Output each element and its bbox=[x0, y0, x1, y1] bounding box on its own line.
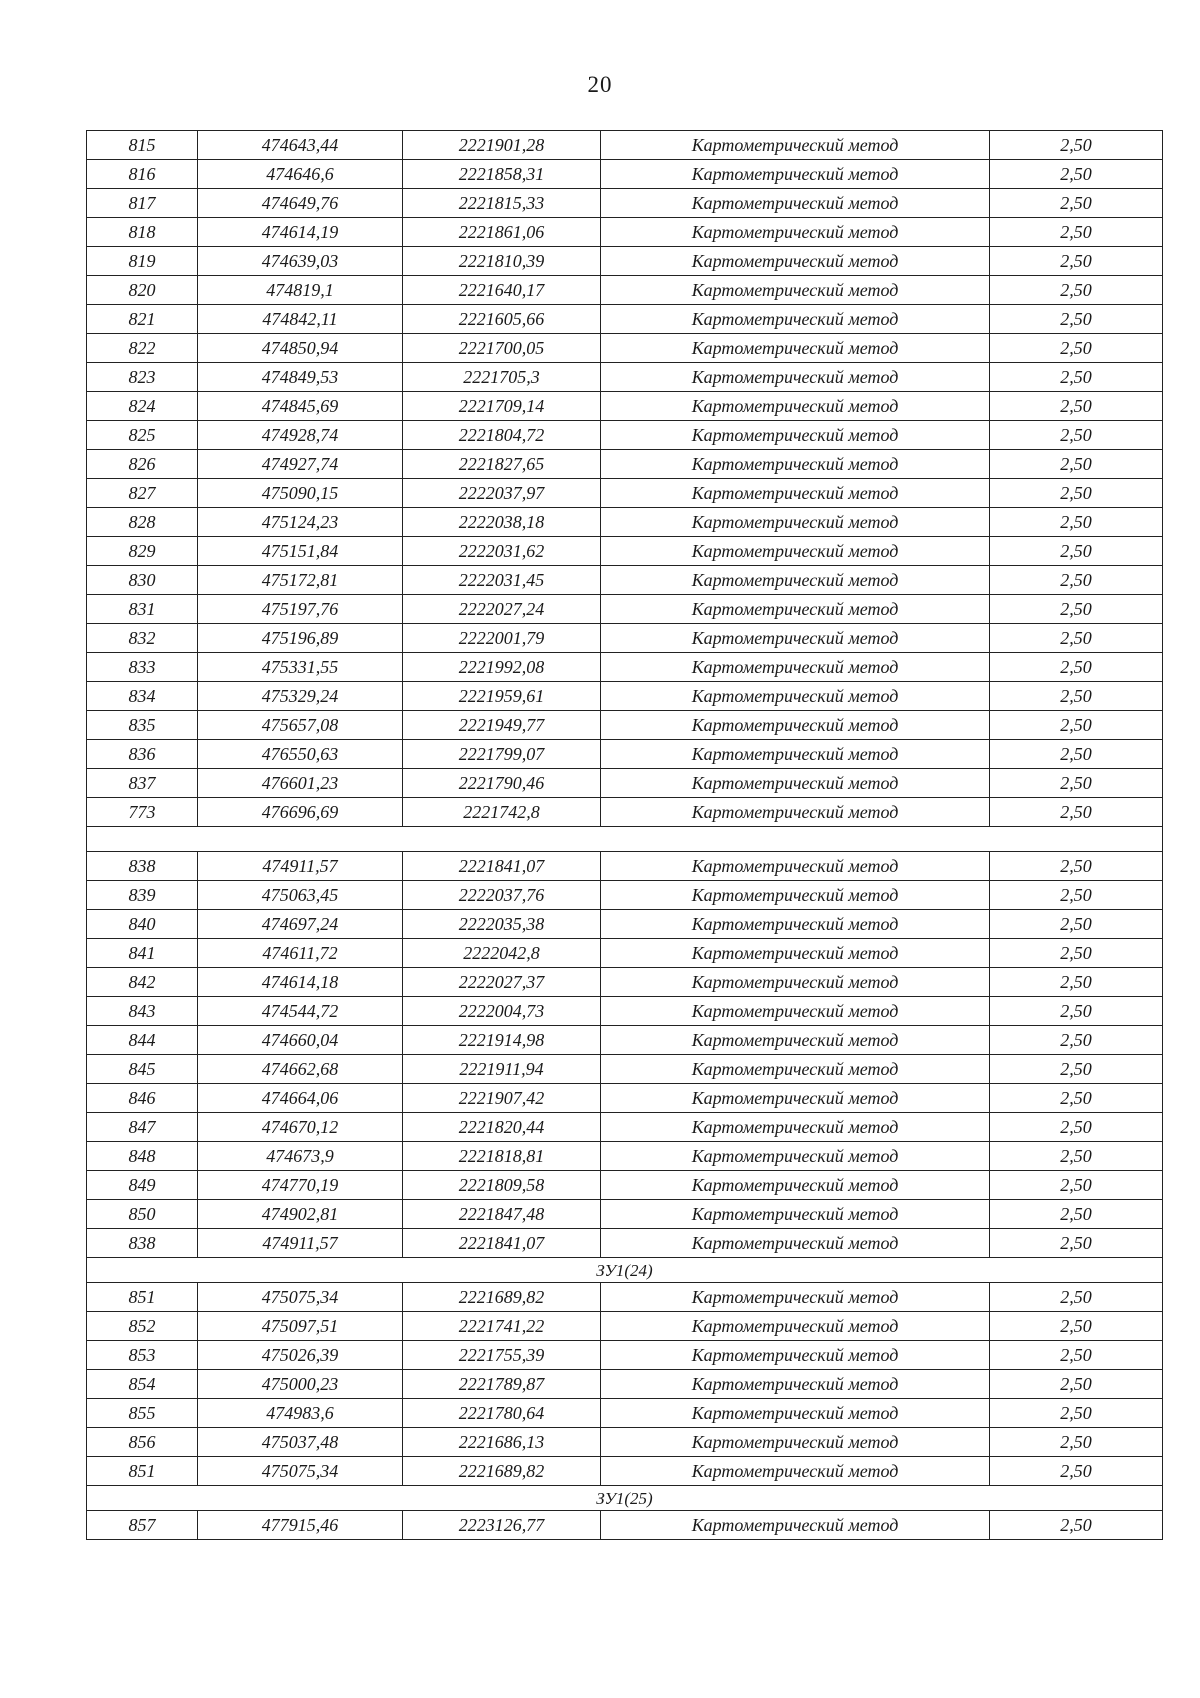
x-coordinate-cell: 475037,48 bbox=[198, 1428, 403, 1457]
accuracy-cell: 2,50 bbox=[990, 1511, 1163, 1540]
table-row bbox=[87, 682, 1163, 711]
table-row bbox=[87, 276, 1163, 305]
method-cell: Картометрический метод bbox=[601, 334, 990, 363]
table-row bbox=[87, 1171, 1163, 1200]
table-row bbox=[87, 1055, 1163, 1084]
method-cell: Картометрический метод bbox=[601, 1457, 990, 1486]
accuracy-cell: 2,50 bbox=[990, 1399, 1163, 1428]
y-coordinate-cell: 2221841,07 bbox=[403, 1229, 601, 1258]
accuracy-cell: 2,50 bbox=[990, 508, 1163, 537]
x-coordinate-cell: 476696,69 bbox=[198, 798, 403, 827]
table-row bbox=[87, 769, 1163, 798]
accuracy-cell: 2,50 bbox=[990, 1084, 1163, 1113]
y-coordinate-cell: 2222027,37 bbox=[403, 968, 601, 997]
y-coordinate-cell: 2221742,8 bbox=[403, 798, 601, 827]
x-coordinate-cell: 474911,57 bbox=[198, 852, 403, 881]
point-number-cell: 852 bbox=[87, 1312, 198, 1341]
accuracy-cell: 2,50 bbox=[990, 1026, 1163, 1055]
x-coordinate-cell: 475026,39 bbox=[198, 1341, 403, 1370]
table-row bbox=[87, 1399, 1163, 1428]
x-coordinate-cell: 474660,04 bbox=[198, 1026, 403, 1055]
method-cell: Картометрический метод bbox=[601, 537, 990, 566]
method-cell: Картометрический метод bbox=[601, 1113, 990, 1142]
x-coordinate-cell: 475197,76 bbox=[198, 595, 403, 624]
method-cell: Картометрический метод bbox=[601, 1511, 990, 1540]
y-coordinate-cell: 2221799,07 bbox=[403, 740, 601, 769]
point-number-cell: 833 bbox=[87, 653, 198, 682]
method-cell: Картометрический метод bbox=[601, 740, 990, 769]
table-row bbox=[87, 1511, 1163, 1540]
x-coordinate-cell: 476550,63 bbox=[198, 740, 403, 769]
x-coordinate-cell: 477915,46 bbox=[198, 1511, 403, 1540]
table-row bbox=[87, 218, 1163, 247]
method-cell: Картометрический метод bbox=[601, 392, 990, 421]
point-number-cell: 838 bbox=[87, 852, 198, 881]
accuracy-cell: 2,50 bbox=[990, 1283, 1163, 1312]
x-coordinate-cell: 474643,44 bbox=[198, 131, 403, 160]
table-row bbox=[87, 421, 1163, 450]
table-row bbox=[87, 653, 1163, 682]
y-coordinate-cell: 2221841,07 bbox=[403, 852, 601, 881]
point-number-cell: 840 bbox=[87, 910, 198, 939]
accuracy-cell: 2,50 bbox=[990, 392, 1163, 421]
table-row bbox=[87, 997, 1163, 1026]
accuracy-cell: 2,50 bbox=[990, 160, 1163, 189]
point-number-cell: 822 bbox=[87, 334, 198, 363]
y-coordinate-cell: 2221911,94 bbox=[403, 1055, 601, 1084]
point-number-cell: 834 bbox=[87, 682, 198, 711]
point-number-cell: 847 bbox=[87, 1113, 198, 1142]
table-row bbox=[87, 1312, 1163, 1341]
page-number: 20 bbox=[587, 72, 613, 97]
method-cell: Картометрический метод bbox=[601, 653, 990, 682]
x-coordinate-cell: 474544,72 bbox=[198, 997, 403, 1026]
table-row bbox=[87, 392, 1163, 421]
point-number-cell: 835 bbox=[87, 711, 198, 740]
point-number-cell: 838 bbox=[87, 1229, 198, 1258]
table-row bbox=[87, 939, 1163, 968]
x-coordinate-cell: 474662,68 bbox=[198, 1055, 403, 1084]
method-cell: Картометрический метод bbox=[601, 1283, 990, 1312]
y-coordinate-cell: 2221861,06 bbox=[403, 218, 601, 247]
x-coordinate-cell: 474664,06 bbox=[198, 1084, 403, 1113]
x-coordinate-cell: 475097,51 bbox=[198, 1312, 403, 1341]
accuracy-cell: 2,50 bbox=[990, 1171, 1163, 1200]
section-heading bbox=[87, 827, 1163, 852]
method-cell: Картометрический метод bbox=[601, 1142, 990, 1171]
point-number-cell: 825 bbox=[87, 421, 198, 450]
y-coordinate-cell: 2221700,05 bbox=[403, 334, 601, 363]
table-row bbox=[87, 479, 1163, 508]
x-coordinate-cell: 475196,89 bbox=[198, 624, 403, 653]
table-row bbox=[87, 334, 1163, 363]
accuracy-cell: 2,50 bbox=[990, 1312, 1163, 1341]
x-coordinate-cell: 475075,34 bbox=[198, 1457, 403, 1486]
point-number-cell: 839 bbox=[87, 881, 198, 910]
x-coordinate-cell: 475172,81 bbox=[198, 566, 403, 595]
accuracy-cell: 2,50 bbox=[990, 218, 1163, 247]
x-coordinate-cell: 474842,11 bbox=[198, 305, 403, 334]
y-coordinate-cell: 2221818,81 bbox=[403, 1142, 601, 1171]
method-cell: Картометрический метод bbox=[601, 711, 990, 740]
method-cell: Картометрический метод bbox=[601, 997, 990, 1026]
point-number-cell: 824 bbox=[87, 392, 198, 421]
point-number-cell: 851 bbox=[87, 1283, 198, 1312]
y-coordinate-cell: 2221689,82 bbox=[403, 1283, 601, 1312]
table-row bbox=[87, 1142, 1163, 1171]
method-cell: Картометрический метод bbox=[601, 595, 990, 624]
y-coordinate-cell: 2221789,87 bbox=[403, 1370, 601, 1399]
accuracy-cell: 2,50 bbox=[990, 769, 1163, 798]
x-coordinate-cell: 474670,12 bbox=[198, 1113, 403, 1142]
accuracy-cell: 2,50 bbox=[990, 450, 1163, 479]
table-row bbox=[87, 1200, 1163, 1229]
x-coordinate-cell: 474649,76 bbox=[198, 189, 403, 218]
x-coordinate-cell: 475151,84 bbox=[198, 537, 403, 566]
point-number-cell: 854 bbox=[87, 1370, 198, 1399]
method-cell: Картометрический метод bbox=[601, 1200, 990, 1229]
method-cell: Картометрический метод bbox=[601, 479, 990, 508]
table-row bbox=[87, 740, 1163, 769]
x-coordinate-cell: 474646,6 bbox=[198, 160, 403, 189]
point-number-cell: 816 bbox=[87, 160, 198, 189]
method-cell: Картометрический метод bbox=[601, 798, 990, 827]
x-coordinate-cell: 474639,03 bbox=[198, 247, 403, 276]
table-row bbox=[87, 798, 1163, 827]
table-row bbox=[87, 1283, 1163, 1312]
method-cell: Картометрический метод bbox=[601, 189, 990, 218]
y-coordinate-cell: 2223126,77 bbox=[403, 1511, 601, 1540]
point-number-cell: 823 bbox=[87, 363, 198, 392]
point-number-cell: 829 bbox=[87, 537, 198, 566]
accuracy-cell: 2,50 bbox=[990, 852, 1163, 881]
point-number-cell: 831 bbox=[87, 595, 198, 624]
accuracy-cell: 2,50 bbox=[990, 1229, 1163, 1258]
table-row bbox=[87, 1457, 1163, 1486]
point-number-cell: 826 bbox=[87, 450, 198, 479]
y-coordinate-cell: 2221847,48 bbox=[403, 1200, 601, 1229]
y-coordinate-cell: 2222042,8 bbox=[403, 939, 601, 968]
point-number-cell: 844 bbox=[87, 1026, 198, 1055]
accuracy-cell: 2,50 bbox=[990, 711, 1163, 740]
x-coordinate-cell: 475090,15 bbox=[198, 479, 403, 508]
table-row bbox=[87, 711, 1163, 740]
point-number-cell: 851 bbox=[87, 1457, 198, 1486]
y-coordinate-cell: 2221741,22 bbox=[403, 1312, 601, 1341]
section-separator-row bbox=[87, 1486, 1163, 1511]
table-row bbox=[87, 595, 1163, 624]
table-row bbox=[87, 508, 1163, 537]
table-row bbox=[87, 968, 1163, 997]
table-row bbox=[87, 363, 1163, 392]
y-coordinate-cell: 2221992,08 bbox=[403, 653, 601, 682]
point-number-cell: 853 bbox=[87, 1341, 198, 1370]
x-coordinate-cell: 475657,08 bbox=[198, 711, 403, 740]
method-cell: Картометрический метод bbox=[601, 131, 990, 160]
point-number-cell: 830 bbox=[87, 566, 198, 595]
x-coordinate-cell: 474849,53 bbox=[198, 363, 403, 392]
point-number-cell: 845 bbox=[87, 1055, 198, 1084]
table-row bbox=[87, 450, 1163, 479]
table-row bbox=[87, 1113, 1163, 1142]
y-coordinate-cell: 2221959,61 bbox=[403, 682, 601, 711]
point-number-cell: 815 bbox=[87, 131, 198, 160]
point-number-cell: 820 bbox=[87, 276, 198, 305]
y-coordinate-cell: 2221790,46 bbox=[403, 769, 601, 798]
x-coordinate-cell: 474850,94 bbox=[198, 334, 403, 363]
method-cell: Картометрический метод bbox=[601, 160, 990, 189]
y-coordinate-cell: 2221901,28 bbox=[403, 131, 601, 160]
y-coordinate-cell: 2222031,62 bbox=[403, 537, 601, 566]
method-cell: Картометрический метод bbox=[601, 769, 990, 798]
x-coordinate-cell: 475075,34 bbox=[198, 1283, 403, 1312]
y-coordinate-cell: 2221686,13 bbox=[403, 1428, 601, 1457]
method-cell: Картометрический метод bbox=[601, 247, 990, 276]
method-cell: Картометрический метод bbox=[601, 1229, 990, 1258]
table-row bbox=[87, 852, 1163, 881]
method-cell: Картометрический метод bbox=[601, 1312, 990, 1341]
point-number-cell: 817 bbox=[87, 189, 198, 218]
point-number-cell: 821 bbox=[87, 305, 198, 334]
method-cell: Картометрический метод bbox=[601, 1399, 990, 1428]
method-cell: Картометрический метод bbox=[601, 1171, 990, 1200]
y-coordinate-cell: 2221804,72 bbox=[403, 421, 601, 450]
table-row bbox=[87, 247, 1163, 276]
point-number-cell: 773 bbox=[87, 798, 198, 827]
method-cell: Картометрический метод bbox=[601, 1055, 990, 1084]
method-cell: Картометрический метод bbox=[601, 305, 990, 334]
method-cell: Картометрический метод bbox=[601, 421, 990, 450]
x-coordinate-cell: 474983,6 bbox=[198, 1399, 403, 1428]
x-coordinate-cell: 475000,23 bbox=[198, 1370, 403, 1399]
method-cell: Картометрический метод bbox=[601, 852, 990, 881]
y-coordinate-cell: 2221858,31 bbox=[403, 160, 601, 189]
y-coordinate-cell: 2221810,39 bbox=[403, 247, 601, 276]
y-coordinate-cell: 2221689,82 bbox=[403, 1457, 601, 1486]
x-coordinate-cell: 474673,9 bbox=[198, 1142, 403, 1171]
y-coordinate-cell: 2221709,14 bbox=[403, 392, 601, 421]
y-coordinate-cell: 2221820,44 bbox=[403, 1113, 601, 1142]
y-coordinate-cell: 2221827,65 bbox=[403, 450, 601, 479]
method-cell: Картометрический метод bbox=[601, 1084, 990, 1113]
table-row bbox=[87, 1428, 1163, 1457]
accuracy-cell: 2,50 bbox=[990, 1142, 1163, 1171]
coordinates-table bbox=[86, 130, 1163, 1540]
point-number-cell: 850 bbox=[87, 1200, 198, 1229]
accuracy-cell: 2,50 bbox=[990, 363, 1163, 392]
accuracy-cell: 2,50 bbox=[990, 881, 1163, 910]
point-number-cell: 841 bbox=[87, 939, 198, 968]
method-cell: Картометрический метод bbox=[601, 508, 990, 537]
method-cell: Картометрический метод bbox=[601, 624, 990, 653]
x-coordinate-cell: 475329,24 bbox=[198, 682, 403, 711]
accuracy-cell: 2,50 bbox=[990, 939, 1163, 968]
x-coordinate-cell: 474770,19 bbox=[198, 1171, 403, 1200]
accuracy-cell: 2,50 bbox=[990, 1341, 1163, 1370]
accuracy-cell: 2,50 bbox=[990, 537, 1163, 566]
y-coordinate-cell: 2221907,42 bbox=[403, 1084, 601, 1113]
x-coordinate-cell: 474927,74 bbox=[198, 450, 403, 479]
method-cell: Картометрический метод bbox=[601, 276, 990, 305]
y-coordinate-cell: 2221755,39 bbox=[403, 1341, 601, 1370]
point-number-cell: 857 bbox=[87, 1511, 198, 1540]
table-row bbox=[87, 1229, 1163, 1258]
accuracy-cell: 2,50 bbox=[990, 334, 1163, 363]
accuracy-cell: 2,50 bbox=[990, 624, 1163, 653]
table-row bbox=[87, 881, 1163, 910]
accuracy-cell: 2,50 bbox=[990, 421, 1163, 450]
x-coordinate-cell: 474902,81 bbox=[198, 1200, 403, 1229]
x-coordinate-cell: 474911,57 bbox=[198, 1229, 403, 1258]
method-cell: Картометрический метод bbox=[601, 363, 990, 392]
accuracy-cell: 2,50 bbox=[990, 740, 1163, 769]
table-row bbox=[87, 131, 1163, 160]
point-number-cell: 819 bbox=[87, 247, 198, 276]
x-coordinate-cell: 474819,1 bbox=[198, 276, 403, 305]
accuracy-cell: 2,50 bbox=[990, 997, 1163, 1026]
point-number-cell: 832 bbox=[87, 624, 198, 653]
point-number-cell: 855 bbox=[87, 1399, 198, 1428]
accuracy-cell: 2,50 bbox=[990, 682, 1163, 711]
method-cell: Картометрический метод bbox=[601, 1341, 990, 1370]
section-separator-row bbox=[87, 1258, 1163, 1283]
table-row bbox=[87, 160, 1163, 189]
table-row bbox=[87, 537, 1163, 566]
accuracy-cell: 2,50 bbox=[990, 798, 1163, 827]
method-cell: Картометрический метод bbox=[601, 218, 990, 247]
accuracy-cell: 2,50 bbox=[990, 1370, 1163, 1399]
y-coordinate-cell: 2221914,98 bbox=[403, 1026, 601, 1055]
y-coordinate-cell: 2222001,79 bbox=[403, 624, 601, 653]
section-separator-row bbox=[87, 827, 1163, 852]
table-row bbox=[87, 189, 1163, 218]
method-cell: Картометрический метод bbox=[601, 910, 990, 939]
point-number-cell: 842 bbox=[87, 968, 198, 997]
method-cell: Картометрический метод bbox=[601, 939, 990, 968]
section-heading: ЗУ1(24) bbox=[87, 1258, 1163, 1283]
method-cell: Картометрический метод bbox=[601, 450, 990, 479]
point-number-cell: 836 bbox=[87, 740, 198, 769]
y-coordinate-cell: 2221815,33 bbox=[403, 189, 601, 218]
table-row bbox=[87, 566, 1163, 595]
method-cell: Картометрический метод bbox=[601, 968, 990, 997]
point-number-cell: 837 bbox=[87, 769, 198, 798]
table-row bbox=[87, 1370, 1163, 1399]
x-coordinate-cell: 475063,45 bbox=[198, 881, 403, 910]
table-row bbox=[87, 305, 1163, 334]
point-number-cell: 843 bbox=[87, 997, 198, 1026]
accuracy-cell: 2,50 bbox=[990, 131, 1163, 160]
y-coordinate-cell: 2222035,38 bbox=[403, 910, 601, 939]
accuracy-cell: 2,50 bbox=[990, 566, 1163, 595]
table-row bbox=[87, 910, 1163, 939]
accuracy-cell: 2,50 bbox=[990, 595, 1163, 624]
method-cell: Картометрический метод bbox=[601, 1428, 990, 1457]
accuracy-cell: 2,50 bbox=[990, 276, 1163, 305]
accuracy-cell: 2,50 bbox=[990, 479, 1163, 508]
point-number-cell: 848 bbox=[87, 1142, 198, 1171]
point-number-cell: 856 bbox=[87, 1428, 198, 1457]
x-coordinate-cell: 474611,72 bbox=[198, 939, 403, 968]
method-cell: Картометрический метод bbox=[601, 1370, 990, 1399]
table-row bbox=[87, 1026, 1163, 1055]
y-coordinate-cell: 2221640,17 bbox=[403, 276, 601, 305]
y-coordinate-cell: 2222031,45 bbox=[403, 566, 601, 595]
point-number-cell: 818 bbox=[87, 218, 198, 247]
accuracy-cell: 2,50 bbox=[990, 968, 1163, 997]
accuracy-cell: 2,50 bbox=[990, 1200, 1163, 1229]
y-coordinate-cell: 2222027,24 bbox=[403, 595, 601, 624]
x-coordinate-cell: 475331,55 bbox=[198, 653, 403, 682]
y-coordinate-cell: 2222004,73 bbox=[403, 997, 601, 1026]
x-coordinate-cell: 474614,19 bbox=[198, 218, 403, 247]
table-row bbox=[87, 1341, 1163, 1370]
point-number-cell: 827 bbox=[87, 479, 198, 508]
accuracy-cell: 2,50 bbox=[990, 910, 1163, 939]
y-coordinate-cell: 2221809,58 bbox=[403, 1171, 601, 1200]
x-coordinate-cell: 474614,18 bbox=[198, 968, 403, 997]
method-cell: Картометрический метод bbox=[601, 566, 990, 595]
y-coordinate-cell: 2222037,76 bbox=[403, 881, 601, 910]
y-coordinate-cell: 2221605,66 bbox=[403, 305, 601, 334]
section-heading: ЗУ1(25) bbox=[87, 1486, 1163, 1511]
accuracy-cell: 2,50 bbox=[990, 1055, 1163, 1084]
accuracy-cell: 2,50 bbox=[990, 1113, 1163, 1142]
y-coordinate-cell: 2221705,3 bbox=[403, 363, 601, 392]
y-coordinate-cell: 2222038,18 bbox=[403, 508, 601, 537]
x-coordinate-cell: 476601,23 bbox=[198, 769, 403, 798]
y-coordinate-cell: 2221949,77 bbox=[403, 711, 601, 740]
method-cell: Картометрический метод bbox=[601, 682, 990, 711]
accuracy-cell: 2,50 bbox=[990, 1457, 1163, 1486]
point-number-cell: 846 bbox=[87, 1084, 198, 1113]
x-coordinate-cell: 474928,74 bbox=[198, 421, 403, 450]
point-number-cell: 828 bbox=[87, 508, 198, 537]
x-coordinate-cell: 474845,69 bbox=[198, 392, 403, 421]
y-coordinate-cell: 2222037,97 bbox=[403, 479, 601, 508]
accuracy-cell: 2,50 bbox=[990, 189, 1163, 218]
coordinates-table-body bbox=[87, 131, 1163, 1540]
accuracy-cell: 2,50 bbox=[990, 305, 1163, 334]
table-row bbox=[87, 1084, 1163, 1113]
x-coordinate-cell: 474697,24 bbox=[198, 910, 403, 939]
point-number-cell: 849 bbox=[87, 1171, 198, 1200]
method-cell: Картометрический метод bbox=[601, 881, 990, 910]
table-row bbox=[87, 624, 1163, 653]
accuracy-cell: 2,50 bbox=[990, 247, 1163, 276]
accuracy-cell: 2,50 bbox=[990, 653, 1163, 682]
method-cell: Картометрический метод bbox=[601, 1026, 990, 1055]
x-coordinate-cell: 475124,23 bbox=[198, 508, 403, 537]
accuracy-cell: 2,50 bbox=[990, 1428, 1163, 1457]
y-coordinate-cell: 2221780,64 bbox=[403, 1399, 601, 1428]
